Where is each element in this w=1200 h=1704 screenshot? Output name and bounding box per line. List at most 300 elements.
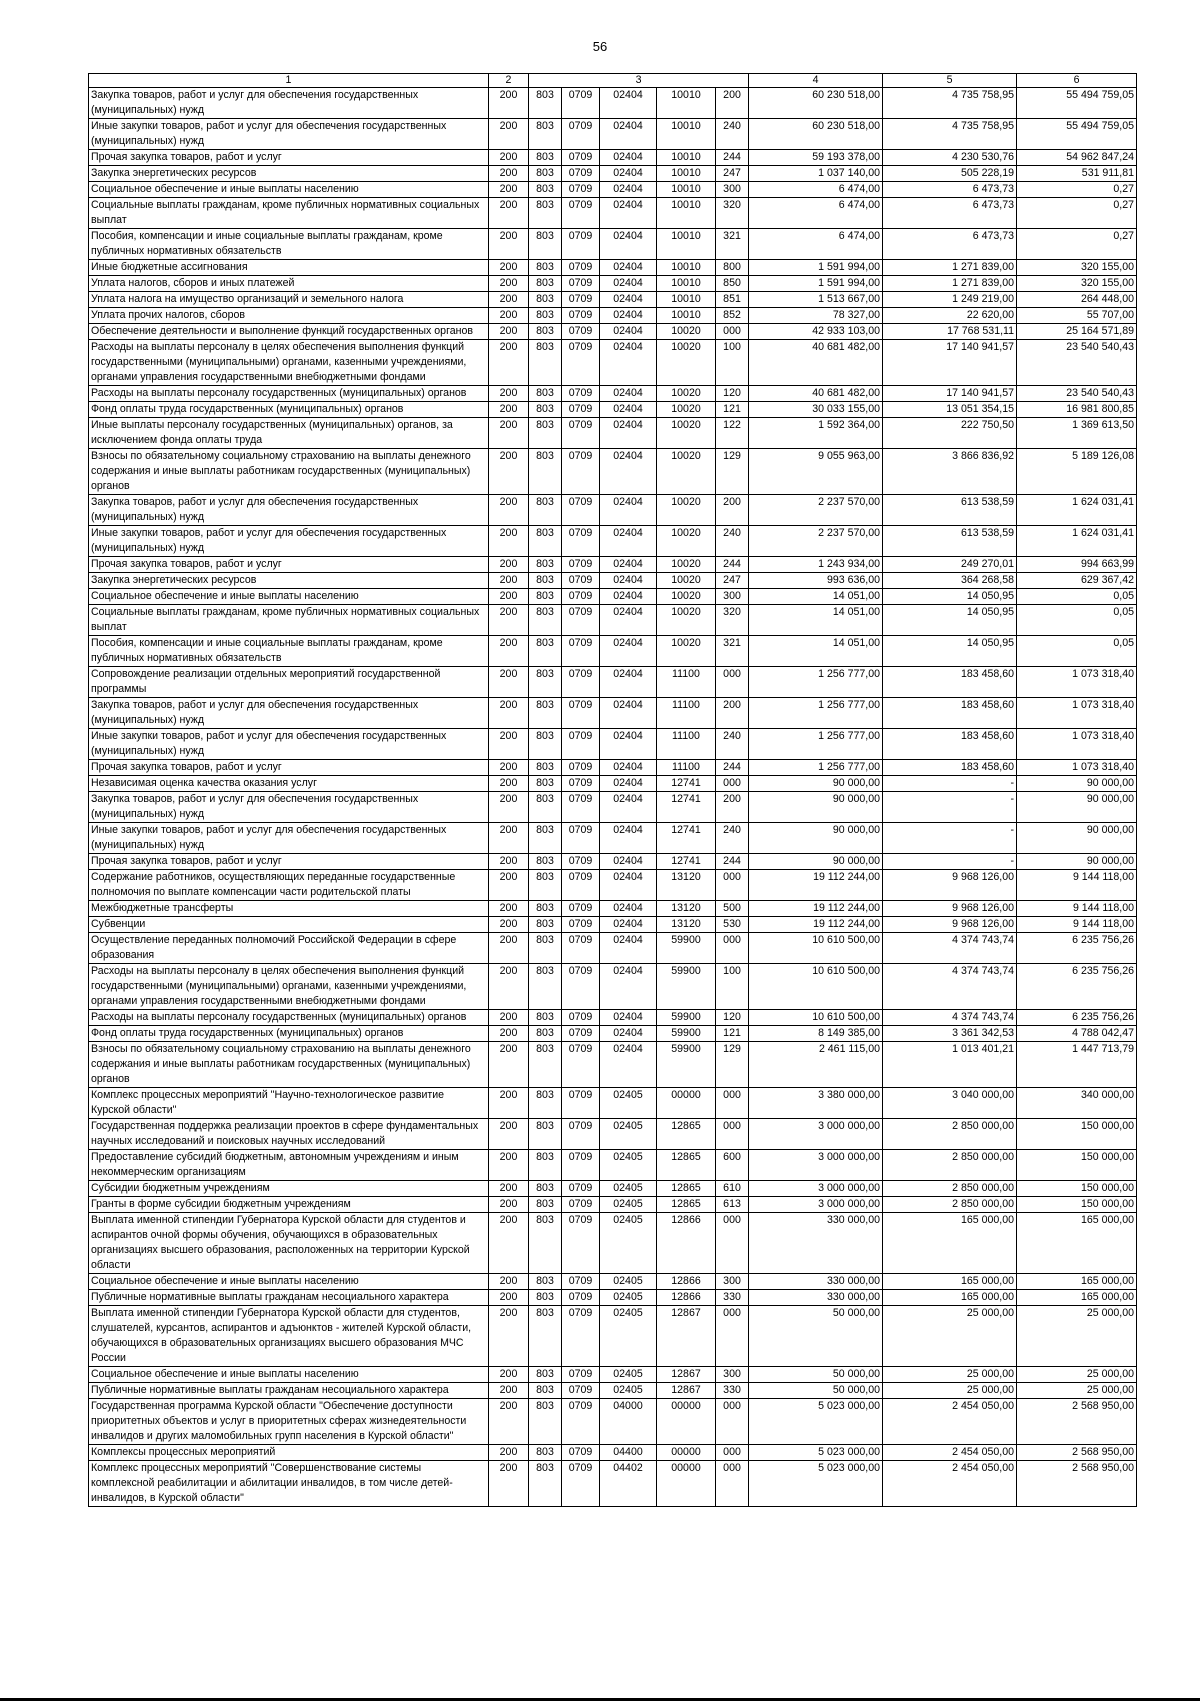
row-code-program: 02405 <box>600 1150 657 1181</box>
row-name: Пособия, компенсации и иные социальные выплаты гражданам, кроме публичных нормативных обязательств <box>89 636 489 667</box>
table-row <box>89 1026 1137 1042</box>
row-code-direction: 10020 <box>657 557 716 573</box>
column-header-3: 3 <box>529 74 749 88</box>
row-value-col6: 165 000,00 <box>1017 1290 1137 1306</box>
row-value-col6: 23 540 540,43 <box>1017 340 1137 386</box>
table-row <box>89 1197 1137 1213</box>
row-value-col6: 23 540 540,43 <box>1017 386 1137 402</box>
row-value-col6: 150 000,00 <box>1017 1119 1137 1150</box>
row-value-col5: 183 458,60 <box>883 698 1017 729</box>
row-value-col5: 4 230 530,76 <box>883 150 1017 166</box>
row-name: Иные бюджетные ассигнования <box>89 260 489 276</box>
row-code-expense-type: 000 <box>716 1399 749 1445</box>
row-name: Независимая оценка качества оказания услуг <box>89 776 489 792</box>
row-code-ministry: 803 <box>529 1290 562 1306</box>
row-code-program: 02404 <box>600 526 657 557</box>
table-row <box>89 418 1137 449</box>
row-code-direction: 10020 <box>657 324 716 340</box>
row-code-program: 02405 <box>600 1274 657 1290</box>
row-value-col4: 59 193 378,00 <box>749 150 883 166</box>
row-value-col4: 1 243 934,00 <box>749 557 883 573</box>
row-code-ministry: 803 <box>529 1213 562 1274</box>
table-row <box>89 1213 1137 1274</box>
row-code-program: 02404 <box>600 729 657 760</box>
row-code-direction: 12741 <box>657 823 716 854</box>
row-value-col5: 2 850 000,00 <box>883 1119 1017 1150</box>
row-code-direction: 10020 <box>657 386 716 402</box>
row-value-col4: 19 112 244,00 <box>749 901 883 917</box>
row-code-admin: 200 <box>489 402 529 418</box>
row-value-col5: 2 454 050,00 <box>883 1461 1017 1507</box>
row-value-col5: 14 050,95 <box>883 605 1017 636</box>
row-name: Прочая закупка товаров, работ и услуг <box>89 760 489 776</box>
row-code-section: 0709 <box>562 1461 600 1507</box>
row-code-ministry: 803 <box>529 88 562 119</box>
row-code-admin: 200 <box>489 1445 529 1461</box>
row-value-col5: 2 850 000,00 <box>883 1197 1017 1213</box>
row-code-admin: 200 <box>489 418 529 449</box>
row-code-section: 0709 <box>562 776 600 792</box>
row-code-expense-type: 530 <box>716 917 749 933</box>
row-code-section: 0709 <box>562 1150 600 1181</box>
row-name: Иные выплаты персоналу государственных (муниципальных) органов, за исключением фонда оплаты труда <box>89 418 489 449</box>
row-value-col5: 1 249 219,00 <box>883 292 1017 308</box>
row-code-expense-type: 200 <box>716 88 749 119</box>
row-code-direction: 10010 <box>657 229 716 260</box>
row-code-program: 02404 <box>600 589 657 605</box>
row-name: Государственная программа Курской области "Обеспечение доступности приоритетных объектов и услуг в приоритетных сферах жизнедеятельности инвалидов и других маломобильных групп населения в Курской области" <box>89 1399 489 1445</box>
row-code-section: 0709 <box>562 854 600 870</box>
table-row <box>89 573 1137 589</box>
row-name: Социальное обеспечение и иные выплаты населению <box>89 182 489 198</box>
row-value-col4: 14 051,00 <box>749 589 883 605</box>
row-code-expense-type: 321 <box>716 636 749 667</box>
row-code-program: 02404 <box>600 402 657 418</box>
row-code-admin: 200 <box>489 573 529 589</box>
row-code-section: 0709 <box>562 198 600 229</box>
row-code-program: 02404 <box>600 1010 657 1026</box>
row-value-col4: 14 051,00 <box>749 636 883 667</box>
row-code-section: 0709 <box>562 698 600 729</box>
row-code-section: 0709 <box>562 1088 600 1119</box>
row-code-program: 02404 <box>600 449 657 495</box>
row-code-expense-type: 120 <box>716 1010 749 1026</box>
table-row <box>89 166 1137 182</box>
row-code-expense-type: 300 <box>716 182 749 198</box>
row-code-admin: 200 <box>489 792 529 823</box>
row-value-col6: 9 144 118,00 <box>1017 917 1137 933</box>
row-name: Социальные выплаты гражданам, кроме публичных нормативных социальных выплат <box>89 198 489 229</box>
row-code-admin: 200 <box>489 526 529 557</box>
row-code-program: 02405 <box>600 1367 657 1383</box>
row-value-col6: 320 155,00 <box>1017 276 1137 292</box>
row-value-col4: 3 000 000,00 <box>749 1119 883 1150</box>
row-value-col4: 90 000,00 <box>749 776 883 792</box>
row-code-ministry: 803 <box>529 229 562 260</box>
row-code-ministry: 803 <box>529 1197 562 1213</box>
row-value-col5: 6 473,73 <box>883 229 1017 260</box>
row-value-col4: 3 380 000,00 <box>749 1088 883 1119</box>
row-value-col6: 6 235 756,26 <box>1017 933 1137 964</box>
row-code-ministry: 803 <box>529 792 562 823</box>
row-code-ministry: 803 <box>529 1383 562 1399</box>
row-name: Публичные нормативные выплаты гражданам несоциального характера <box>89 1290 489 1306</box>
row-value-col6: 1 073 318,40 <box>1017 667 1137 698</box>
row-name: Комплекс процессных мероприятий "Научно-технологическое развитие Курской области" <box>89 1088 489 1119</box>
table-row <box>89 823 1137 854</box>
row-code-expense-type: 000 <box>716 1445 749 1461</box>
row-value-col4: 993 636,00 <box>749 573 883 589</box>
row-code-section: 0709 <box>562 964 600 1010</box>
row-value-col6: 55 494 759,05 <box>1017 119 1137 150</box>
row-code-section: 0709 <box>562 276 600 292</box>
row-value-col4: 10 610 500,00 <box>749 1010 883 1026</box>
row-code-admin: 200 <box>489 605 529 636</box>
row-code-admin: 200 <box>489 1088 529 1119</box>
row-code-expense-type: 240 <box>716 729 749 760</box>
table-row <box>89 449 1137 495</box>
row-code-section: 0709 <box>562 119 600 150</box>
row-code-admin: 200 <box>489 823 529 854</box>
row-name: Социальное обеспечение и иные выплаты населению <box>89 1274 489 1290</box>
row-code-ministry: 803 <box>529 605 562 636</box>
row-value-col4: 90 000,00 <box>749 792 883 823</box>
row-code-admin: 200 <box>489 1306 529 1367</box>
row-name: Выплата именной стипендии Губернатора Курской области для студентов и аспирантов очной формы обучения, обучающихся в образовательных организациях высшего образования, расположенных на территории Курской области <box>89 1213 489 1274</box>
row-code-section: 0709 <box>562 418 600 449</box>
row-code-direction: 10020 <box>657 340 716 386</box>
row-name: Закупка товаров, работ и услуг для обеспечения государственных (муниципальных) нужд <box>89 792 489 823</box>
row-value-col6: 531 911,81 <box>1017 166 1137 182</box>
row-code-direction: 59900 <box>657 964 716 1010</box>
row-code-admin: 200 <box>489 276 529 292</box>
table-row <box>89 870 1137 901</box>
row-code-ministry: 803 <box>529 1010 562 1026</box>
row-code-program: 02404 <box>600 119 657 150</box>
row-code-program: 02404 <box>600 870 657 901</box>
row-code-admin: 200 <box>489 1150 529 1181</box>
row-code-program: 02404 <box>600 933 657 964</box>
row-value-col5: 14 050,95 <box>883 636 1017 667</box>
row-code-ministry: 803 <box>529 854 562 870</box>
table-row <box>89 901 1137 917</box>
table-row <box>89 88 1137 119</box>
row-value-col6: 1 073 318,40 <box>1017 698 1137 729</box>
row-name: Прочая закупка товаров, работ и услуг <box>89 854 489 870</box>
row-code-direction: 10020 <box>657 495 716 526</box>
row-value-col6: 1 369 613,50 <box>1017 418 1137 449</box>
row-code-admin: 200 <box>489 1274 529 1290</box>
row-code-ministry: 803 <box>529 573 562 589</box>
row-code-expense-type: 100 <box>716 340 749 386</box>
row-code-section: 0709 <box>562 386 600 402</box>
row-code-direction: 12866 <box>657 1213 716 1274</box>
budget-execution-table <box>88 73 1137 1507</box>
row-name: Публичные нормативные выплаты гражданам несоциального характера <box>89 1383 489 1399</box>
row-code-ministry: 803 <box>529 589 562 605</box>
row-value-col4: 19 112 244,00 <box>749 870 883 901</box>
row-value-col6: 150 000,00 <box>1017 1150 1137 1181</box>
row-code-program: 02405 <box>600 1197 657 1213</box>
row-code-direction: 12867 <box>657 1367 716 1383</box>
row-code-program: 02404 <box>600 308 657 324</box>
row-code-section: 0709 <box>562 605 600 636</box>
row-value-col6: 16 981 800,85 <box>1017 402 1137 418</box>
row-name: Расходы на выплаты персоналу в целях обеспечения выполнения функций государственными (муниципальными) органами, казенными учреждениями, органами управления государственными внебюджетными фондами <box>89 340 489 386</box>
row-code-section: 0709 <box>562 292 600 308</box>
row-code-program: 04402 <box>600 1461 657 1507</box>
row-code-direction: 10010 <box>657 88 716 119</box>
row-code-expense-type: 851 <box>716 292 749 308</box>
row-code-admin: 200 <box>489 636 529 667</box>
row-code-direction: 12865 <box>657 1181 716 1197</box>
table-row <box>89 917 1137 933</box>
row-value-col6: 2 568 950,00 <box>1017 1399 1137 1445</box>
row-code-section: 0709 <box>562 573 600 589</box>
table-row <box>89 557 1137 573</box>
row-value-col5: 6 473,73 <box>883 182 1017 198</box>
row-name: Прочая закупка товаров, работ и услуг <box>89 557 489 573</box>
row-value-col6: 25 000,00 <box>1017 1306 1137 1367</box>
row-name: Фонд оплаты труда государственных (муниципальных) органов <box>89 402 489 418</box>
row-code-direction: 10020 <box>657 573 716 589</box>
row-code-expense-type: 000 <box>716 324 749 340</box>
row-code-direction: 10010 <box>657 276 716 292</box>
row-code-admin: 200 <box>489 150 529 166</box>
row-value-col5: - <box>883 792 1017 823</box>
row-code-section: 0709 <box>562 260 600 276</box>
row-code-expense-type: 850 <box>716 276 749 292</box>
row-value-col4: 90 000,00 <box>749 823 883 854</box>
row-value-col6: 165 000,00 <box>1017 1274 1137 1290</box>
row-code-ministry: 803 <box>529 823 562 854</box>
row-code-direction: 11100 <box>657 729 716 760</box>
row-code-admin: 200 <box>489 1042 529 1088</box>
table-row <box>89 402 1137 418</box>
row-value-col5: 25 000,00 <box>883 1383 1017 1399</box>
table-row <box>89 1010 1137 1026</box>
row-code-ministry: 803 <box>529 760 562 776</box>
row-value-col6: 0,27 <box>1017 198 1137 229</box>
row-code-program: 02405 <box>600 1181 657 1197</box>
row-value-col5: 613 538,59 <box>883 526 1017 557</box>
row-value-col5: 613 538,59 <box>883 495 1017 526</box>
row-value-col5: 1 271 839,00 <box>883 260 1017 276</box>
row-code-section: 0709 <box>562 308 600 324</box>
row-code-section: 0709 <box>562 1383 600 1399</box>
row-code-program: 02404 <box>600 1026 657 1042</box>
row-value-col5: - <box>883 776 1017 792</box>
row-value-col5: 1 271 839,00 <box>883 276 1017 292</box>
row-value-col6: 1 073 318,40 <box>1017 760 1137 776</box>
row-value-col5: 17 140 941,57 <box>883 386 1017 402</box>
row-value-col5: 13 051 354,15 <box>883 402 1017 418</box>
row-code-expense-type: 247 <box>716 573 749 589</box>
row-value-col4: 2 237 570,00 <box>749 526 883 557</box>
row-code-program: 02404 <box>600 229 657 260</box>
row-code-section: 0709 <box>562 1181 600 1197</box>
row-code-ministry: 803 <box>529 418 562 449</box>
row-code-section: 0709 <box>562 402 600 418</box>
row-name: Расходы на выплаты персоналу государственных (муниципальных) органов <box>89 1010 489 1026</box>
row-code-program: 02404 <box>600 792 657 823</box>
row-code-program: 02404 <box>600 260 657 276</box>
row-code-direction: 11100 <box>657 667 716 698</box>
row-value-col5: 3 040 000,00 <box>883 1088 1017 1119</box>
row-code-direction: 59900 <box>657 1042 716 1088</box>
row-value-col5: - <box>883 854 1017 870</box>
row-code-program: 02404 <box>600 573 657 589</box>
row-code-expense-type: 240 <box>716 823 749 854</box>
row-code-expense-type: 244 <box>716 150 749 166</box>
table-row <box>89 1306 1137 1367</box>
table-row <box>89 526 1137 557</box>
table-row <box>89 1088 1137 1119</box>
table-row <box>89 324 1137 340</box>
row-code-expense-type: 129 <box>716 449 749 495</box>
row-code-program: 02404 <box>600 823 657 854</box>
row-code-expense-type: 600 <box>716 1150 749 1181</box>
row-code-section: 0709 <box>562 150 600 166</box>
row-value-col5: 183 458,60 <box>883 667 1017 698</box>
row-code-ministry: 803 <box>529 1150 562 1181</box>
row-value-col4: 6 474,00 <box>749 229 883 260</box>
row-value-col6: 25 000,00 <box>1017 1383 1137 1399</box>
row-code-ministry: 803 <box>529 1042 562 1088</box>
row-value-col4: 3 000 000,00 <box>749 1181 883 1197</box>
row-code-admin: 200 <box>489 449 529 495</box>
table-row <box>89 260 1137 276</box>
row-code-expense-type: 240 <box>716 119 749 150</box>
row-code-expense-type: 500 <box>716 901 749 917</box>
row-name: Субсидии бюджетным учреждениям <box>89 1181 489 1197</box>
row-code-program: 02405 <box>600 1213 657 1274</box>
row-value-col4: 5 023 000,00 <box>749 1399 883 1445</box>
row-code-direction: 12867 <box>657 1306 716 1367</box>
row-code-section: 0709 <box>562 1213 600 1274</box>
row-value-col4: 14 051,00 <box>749 605 883 636</box>
row-value-col6: 1 624 031,41 <box>1017 495 1137 526</box>
row-code-direction: 59900 <box>657 1010 716 1026</box>
row-name: Закупка товаров, работ и услуг для обеспечения государственных (муниципальных) нужд <box>89 88 489 119</box>
row-code-direction: 10020 <box>657 449 716 495</box>
row-code-admin: 200 <box>489 917 529 933</box>
row-code-expense-type: 000 <box>716 776 749 792</box>
row-code-direction: 00000 <box>657 1461 716 1507</box>
row-value-col4: 8 149 385,00 <box>749 1026 883 1042</box>
row-code-section: 0709 <box>562 901 600 917</box>
row-code-direction: 13120 <box>657 870 716 901</box>
row-code-direction: 10010 <box>657 182 716 198</box>
row-code-program: 02404 <box>600 198 657 229</box>
row-code-admin: 200 <box>489 308 529 324</box>
row-code-direction: 10010 <box>657 308 716 324</box>
table-row <box>89 182 1137 198</box>
row-value-col5: 9 968 126,00 <box>883 870 1017 901</box>
row-value-col4: 6 474,00 <box>749 198 883 229</box>
row-code-admin: 200 <box>489 1010 529 1026</box>
row-code-direction: 10020 <box>657 526 716 557</box>
row-name: Выплата именной стипендии Губернатора Курской области для студентов, слушателей, курсантов, аспирантов и адъюнктов - жителей Курской области, обучающихся в образовательных организациях высшего образования МЧС России <box>89 1306 489 1367</box>
row-code-admin: 200 <box>489 1290 529 1306</box>
row-code-admin: 200 <box>489 854 529 870</box>
table-row <box>89 1445 1137 1461</box>
row-code-direction: 10020 <box>657 636 716 667</box>
row-code-direction: 10010 <box>657 198 716 229</box>
row-code-admin: 200 <box>489 1383 529 1399</box>
table-row <box>89 119 1137 150</box>
table-row <box>89 1150 1137 1181</box>
row-code-expense-type: 244 <box>716 557 749 573</box>
table-row <box>89 698 1137 729</box>
row-code-direction: 10010 <box>657 119 716 150</box>
row-code-ministry: 803 <box>529 150 562 166</box>
row-code-ministry: 803 <box>529 933 562 964</box>
row-code-section: 0709 <box>562 1445 600 1461</box>
row-value-col5: 9 968 126,00 <box>883 917 1017 933</box>
row-code-program: 02404 <box>600 292 657 308</box>
row-code-section: 0709 <box>562 526 600 557</box>
row-code-admin: 200 <box>489 1461 529 1507</box>
row-code-admin: 200 <box>489 386 529 402</box>
row-name: Гранты в форме субсидии бюджетным учреждениям <box>89 1197 489 1213</box>
row-code-expense-type: 000 <box>716 1119 749 1150</box>
row-code-direction: 00000 <box>657 1445 716 1461</box>
table-row <box>89 198 1137 229</box>
row-code-section: 0709 <box>562 1010 600 1026</box>
row-code-expense-type: 000 <box>716 1461 749 1507</box>
row-code-section: 0709 <box>562 166 600 182</box>
row-value-col5: 2 850 000,00 <box>883 1150 1017 1181</box>
table-row <box>89 854 1137 870</box>
row-code-ministry: 803 <box>529 917 562 933</box>
row-value-col4: 42 933 103,00 <box>749 324 883 340</box>
row-code-section: 0709 <box>562 1026 600 1042</box>
row-value-col4: 90 000,00 <box>749 854 883 870</box>
row-value-col4: 3 000 000,00 <box>749 1150 883 1181</box>
row-value-col4: 50 000,00 <box>749 1383 883 1399</box>
row-code-ministry: 803 <box>529 1181 562 1197</box>
row-code-ministry: 803 <box>529 964 562 1010</box>
row-code-ministry: 803 <box>529 1399 562 1445</box>
row-code-expense-type: 247 <box>716 166 749 182</box>
row-code-section: 0709 <box>562 88 600 119</box>
row-code-ministry: 803 <box>529 1367 562 1383</box>
row-name: Социальное обеспечение и иные выплаты населению <box>89 1367 489 1383</box>
row-code-expense-type: 330 <box>716 1383 749 1399</box>
row-code-ministry: 803 <box>529 292 562 308</box>
row-code-expense-type: 610 <box>716 1181 749 1197</box>
row-name: Взносы по обязательному социальному страхованию на выплаты денежного содержания и иные выплаты работникам государственных (муниципальных) органов <box>89 1042 489 1088</box>
row-code-program: 02404 <box>600 964 657 1010</box>
row-value-col4: 1 592 364,00 <box>749 418 883 449</box>
row-code-section: 0709 <box>562 792 600 823</box>
row-value-col6: 2 568 950,00 <box>1017 1445 1137 1461</box>
table-row <box>89 964 1137 1010</box>
row-code-ministry: 803 <box>529 308 562 324</box>
row-code-ministry: 803 <box>529 1119 562 1150</box>
table-row <box>89 1181 1137 1197</box>
row-value-col6: 5 189 126,08 <box>1017 449 1137 495</box>
row-code-ministry: 803 <box>529 402 562 418</box>
row-value-col4: 40 681 482,00 <box>749 386 883 402</box>
row-code-admin: 200 <box>489 495 529 526</box>
row-code-direction: 10020 <box>657 418 716 449</box>
row-code-program: 02405 <box>600 1306 657 1367</box>
row-code-expense-type: 000 <box>716 933 749 964</box>
row-code-section: 0709 <box>562 557 600 573</box>
row-code-admin: 200 <box>489 776 529 792</box>
